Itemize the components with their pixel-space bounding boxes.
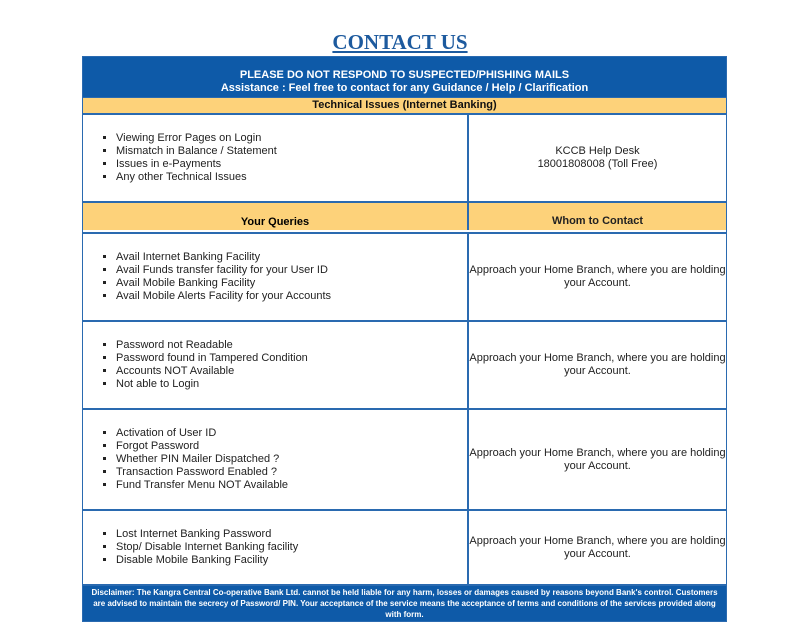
list-item: ▪ Issues in e-Payments [116, 158, 277, 171]
list-item: ▪ Transaction Password Enabled ? [116, 466, 288, 479]
list-item: ▪ Any other Technical Issues [116, 171, 277, 184]
query-list [83, 251, 331, 303]
queries-header-row [83, 201, 726, 232]
header-contact: Whom to Contact [469, 203, 726, 230]
list-item: ▪ Whether PIN Mailer Dispatched ? [116, 453, 288, 466]
technical-issues-list [83, 132, 277, 184]
contact-cell [469, 234, 726, 320]
query-row [83, 320, 726, 408]
list-item: ▪ Stop/ Disable Internet Banking facility [116, 541, 298, 554]
query-row [83, 232, 726, 320]
query-row [83, 509, 726, 584]
list-item: ▪ Viewing Error Pages on Login [116, 132, 277, 145]
list-item: ▪ Activation of User ID [116, 427, 288, 440]
contact-text: Approach your Home Branch, where you are holding your Account. [469, 534, 726, 560]
list-item: ▪ Disable Mobile Banking Facility [116, 554, 298, 567]
query-list [83, 339, 308, 391]
list-item: ▪ Password found in Tampered Condition [116, 352, 308, 365]
list-item: ▪ Accounts NOT Available [116, 365, 308, 378]
list-item: ▪ Password not Readable [116, 339, 308, 352]
contact-cell [469, 322, 726, 408]
list-item: ▪ Lost Internet Banking Password [116, 528, 298, 541]
query-row [83, 408, 726, 509]
technical-heading: Technical Issues (Internet Banking) [83, 97, 726, 113]
list-item: ▪ Avail Funds transfer facility for your User ID [116, 264, 331, 277]
phishing-banner [83, 57, 726, 97]
contact-text: Approach your Home Branch, where you are holding your Account. [469, 352, 726, 377]
helpdesk-name: KCCB Help Desk [555, 145, 640, 157]
contact-text: Approach your Home Branch, where you are holding your Account. [469, 446, 726, 472]
list-item: ▪ Not able to Login [116, 378, 308, 391]
list-item: ▪ Avail Mobile Banking Facility [116, 277, 331, 290]
page-title: CONTACT US [332, 30, 468, 54]
contact-cell [469, 410, 726, 509]
list-item: ▪ Fund Transfer Menu NOT Available [116, 479, 288, 492]
banner-line2: Assistance : Feel free to contact for any Guidance / Help / Clarification [220, 82, 589, 94]
disclaimer: Disclaimer: The Kangra Central Co-operative Bank Ltd. cannot be held liable for any harm, losses or damages caused by reasons beyond Bank's control. Customers are advised to maintain the secrecy of Password/ PIN. Your acceptance of the service means the acceptance of terms and conditions of the services provided along with form. [83, 584, 726, 621]
header-queries: Your Queries [83, 203, 469, 230]
list-item: ▪ Avail Internet Banking Facility [116, 251, 331, 264]
list-item: ▪ Avail Mobile Alerts Facility for your Accounts [116, 290, 331, 303]
list-item: ▪ Mismatch in Balance / Statement [116, 145, 277, 158]
helpdesk-contact [469, 115, 726, 201]
technical-row [83, 113, 726, 201]
helpdesk-phone: 18001808008 (Toll Free) [537, 158, 658, 170]
contact-cell [469, 511, 726, 584]
contact-text: Approach your Home Branch, where you are holding your Account. [469, 264, 726, 289]
list-item: ▪ Forgot Password [116, 440, 288, 453]
contact-table [82, 56, 727, 622]
banner-line1: PLEASE DO NOT RESPOND TO SUSPECTED/PHISHING MAILS [239, 69, 570, 81]
query-list [83, 427, 288, 492]
query-list [83, 528, 298, 567]
